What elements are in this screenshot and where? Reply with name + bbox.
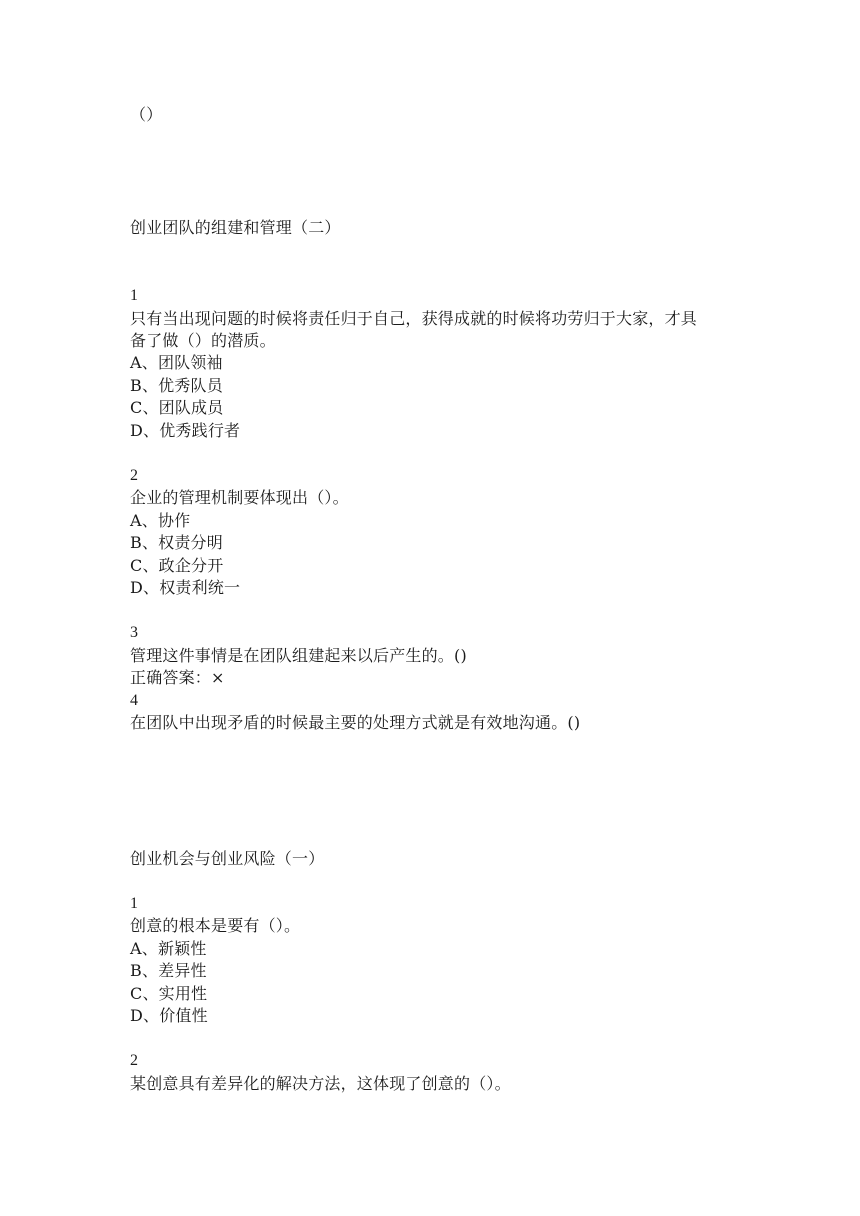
question-number: 3	[130, 624, 139, 641]
question-text: 创意的根本是要有（）。	[130, 916, 301, 935]
question-text: 管理这件事情是在团队组建起来以后产生的。()	[130, 646, 467, 665]
option-d: D、优秀践行者	[130, 421, 241, 440]
option-a: A、团队领袖	[130, 353, 223, 372]
question-text: 备了做（）的潜质。	[130, 331, 276, 350]
question-text: 企业的管理机制要体现出（）。	[130, 488, 349, 507]
option-a: A、新颖性	[130, 939, 207, 958]
option-a: A、协作	[130, 511, 191, 530]
option-b: B、优秀队员	[130, 376, 223, 395]
option-c: C、实用性	[130, 984, 208, 1003]
option-d: D、价值性	[130, 1006, 208, 1025]
question-number: 2	[130, 467, 139, 484]
top-fragment-text: （）	[130, 105, 163, 124]
question-number: 1	[130, 895, 139, 912]
question-text: 在团队中出现矛盾的时候最主要的处理方式就是有效地沟通。()	[130, 713, 581, 732]
option-b: B、权责分明	[130, 533, 223, 552]
option-c: C、团队成员	[130, 398, 224, 417]
question-number: 2	[130, 1052, 139, 1069]
question-number: 4	[130, 692, 139, 709]
option-d: D、权责利统一	[130, 578, 241, 597]
question-text: 只有当出现问题的时候将责任归于自己，获得成就的时候将功劳归于大家，才具	[130, 309, 698, 328]
section-title: 创业机会与创业风险（一）	[130, 849, 325, 868]
option-c: C、政企分开	[130, 556, 224, 575]
correct-answer: 正确答案：×	[130, 668, 225, 687]
question-text: 某创意具有差异化的解决方法，这体现了创意的（）。	[130, 1074, 511, 1093]
section-title: 创业团队的组建和管理（二）	[130, 218, 341, 237]
question-number: 1	[130, 287, 139, 304]
option-b: B、差异性	[130, 961, 207, 980]
